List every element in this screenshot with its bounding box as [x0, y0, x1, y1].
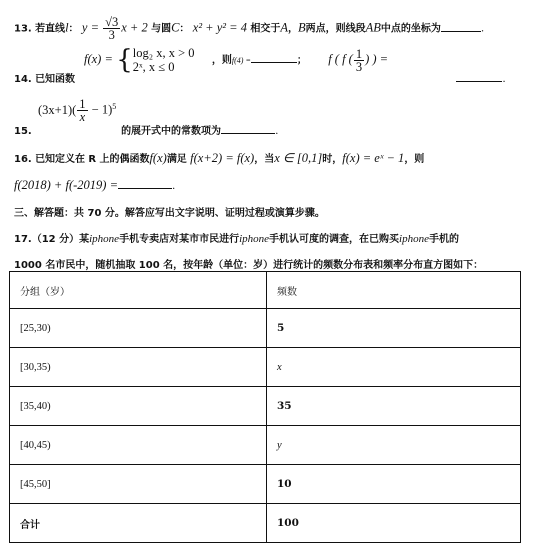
question-text: 满足 [166, 154, 187, 165]
fraction-numerator: √3 [105, 15, 119, 29]
answer-blank [221, 125, 275, 134]
math-expr: f(x) [149, 151, 167, 165]
question-number: 16. [14, 154, 32, 165]
math-var: l [65, 20, 69, 35]
table-header-group: 分组（岁） [10, 272, 267, 309]
math-expr: x² + y² = 4 [192, 20, 247, 35]
math-var: B [297, 20, 306, 35]
table-header-count: 频数 [267, 272, 521, 309]
answer-blank [118, 180, 172, 189]
question-text: 中点的坐标为 [380, 23, 441, 35]
question-text: 手机专卖店对某市市民进行 [119, 234, 240, 245]
fraction-denominator: x [79, 110, 86, 124]
question-number: 14. [14, 74, 32, 85]
fraction [354, 48, 364, 73]
question-text: ，则 [211, 55, 232, 66]
punctuation: . [275, 125, 279, 137]
math-expr: ) ) = [365, 52, 389, 66]
count-cell: 10 [267, 465, 521, 504]
exponent: 5 [112, 102, 117, 111]
punctuation: . [172, 180, 176, 192]
question-text: ， [287, 23, 298, 35]
answer-blank [441, 23, 481, 32]
math-expr: f ( f ( [328, 52, 353, 66]
group-cell: [45,50] [10, 465, 267, 504]
count-cell: x [267, 348, 521, 387]
table-row [10, 426, 521, 465]
table-row [10, 309, 521, 348]
question-17-line-2: 1000 名市民中，随机抽取 100 名，按年龄（单位：岁）进行统计的频数分布表和频率分布直方图如下： [14, 260, 484, 271]
brace-symbol: { [116, 45, 133, 75]
math-expr: y = [81, 20, 103, 35]
question-text: 两点，则线段 [305, 23, 366, 35]
math-expr: (3x+1)( [38, 102, 77, 117]
answer-blank [456, 73, 502, 82]
math-expr: f(x+2) = f(x) [190, 151, 255, 165]
math-expr: f(4) = [231, 56, 251, 65]
punctuation: . [502, 73, 506, 85]
math-expr: x + 2 [121, 20, 148, 35]
group-cell: [30,35) [10, 348, 267, 387]
question-16-line-2 [14, 178, 175, 193]
punctuation: . [480, 22, 485, 35]
math-expr: f(2018) + f(-2019) = [14, 178, 119, 192]
fraction [77, 98, 87, 123]
question-text: ，当 [254, 154, 275, 165]
brand-name: iphone [399, 233, 429, 245]
table-total-row [10, 504, 521, 543]
question-text: 已知函数 [35, 74, 76, 85]
question-text: 17.（12 分）某 [14, 234, 90, 245]
question-13 [14, 16, 484, 41]
question-text: R [88, 154, 97, 165]
math-var: AB [365, 20, 381, 35]
fraction-numerator: 1 [355, 46, 363, 61]
table-row [10, 387, 521, 426]
fraction-denominator: 3 [108, 28, 115, 42]
fraction-denominator: 3 [355, 59, 363, 74]
question-text: 已知定义在 [35, 154, 86, 165]
group-cell: [25,30) [10, 309, 267, 348]
question-number: 13. [14, 23, 32, 35]
question-text: ，则 [404, 154, 425, 165]
math-var: C [171, 20, 180, 35]
question-15-line-2 [14, 122, 278, 137]
table-header-row [10, 272, 521, 309]
brand-name: iphone [89, 233, 120, 245]
question-text: 上的偶函数 [99, 154, 150, 165]
math-expr: − 1) [88, 102, 113, 117]
frequency-table [9, 271, 521, 543]
count-cell: 35 [267, 387, 521, 426]
question-text: 的展开式中的常数项为 [121, 126, 222, 137]
fraction-numerator: 1 [79, 97, 86, 111]
question-text: 时， [322, 154, 343, 165]
section-heading: 三、解答题：共 70 分。解答应写出文字说明、证明过程或演算步骤。 [14, 208, 325, 219]
question-text: ： [179, 23, 190, 35]
brand-name: iphone [239, 233, 270, 245]
group-cell: 合计 [10, 504, 267, 543]
case-2: 2ˣ, x ≤ 0 [132, 60, 175, 74]
count-cell: 5 [267, 309, 521, 348]
question-text: ： [68, 23, 79, 35]
question-text: 手机认可度的调查，在已购买 [269, 234, 400, 245]
case-1: log₂ x, x > 0 [132, 46, 195, 60]
question-14-line-2 [14, 70, 506, 85]
math-var: A [280, 20, 288, 35]
question-number: 15. [14, 126, 32, 137]
group-cell: [40,45) [10, 426, 267, 465]
table-row [10, 348, 521, 387]
fraction [103, 16, 120, 41]
group-cell: [35,40) [10, 387, 267, 426]
question-text: ； [296, 55, 307, 66]
question-text: 手机的 [428, 234, 459, 245]
count-cell: y [267, 426, 521, 465]
question-text: 与圆 [151, 23, 172, 35]
math-expr: x ∈ [0,1] [274, 151, 323, 165]
question-17 [14, 230, 459, 245]
question-text: 若直线 [35, 23, 66, 35]
table-row [10, 465, 521, 504]
answer-blank [251, 54, 297, 63]
question-text: 相交于 [250, 23, 281, 35]
question-16 [14, 150, 424, 166]
math-expr: f(x) = [84, 52, 113, 66]
math-expr: f(x) = eˣ − 1 [342, 151, 405, 165]
count-cell: 100 [267, 504, 521, 543]
question-15 [14, 98, 116, 123]
